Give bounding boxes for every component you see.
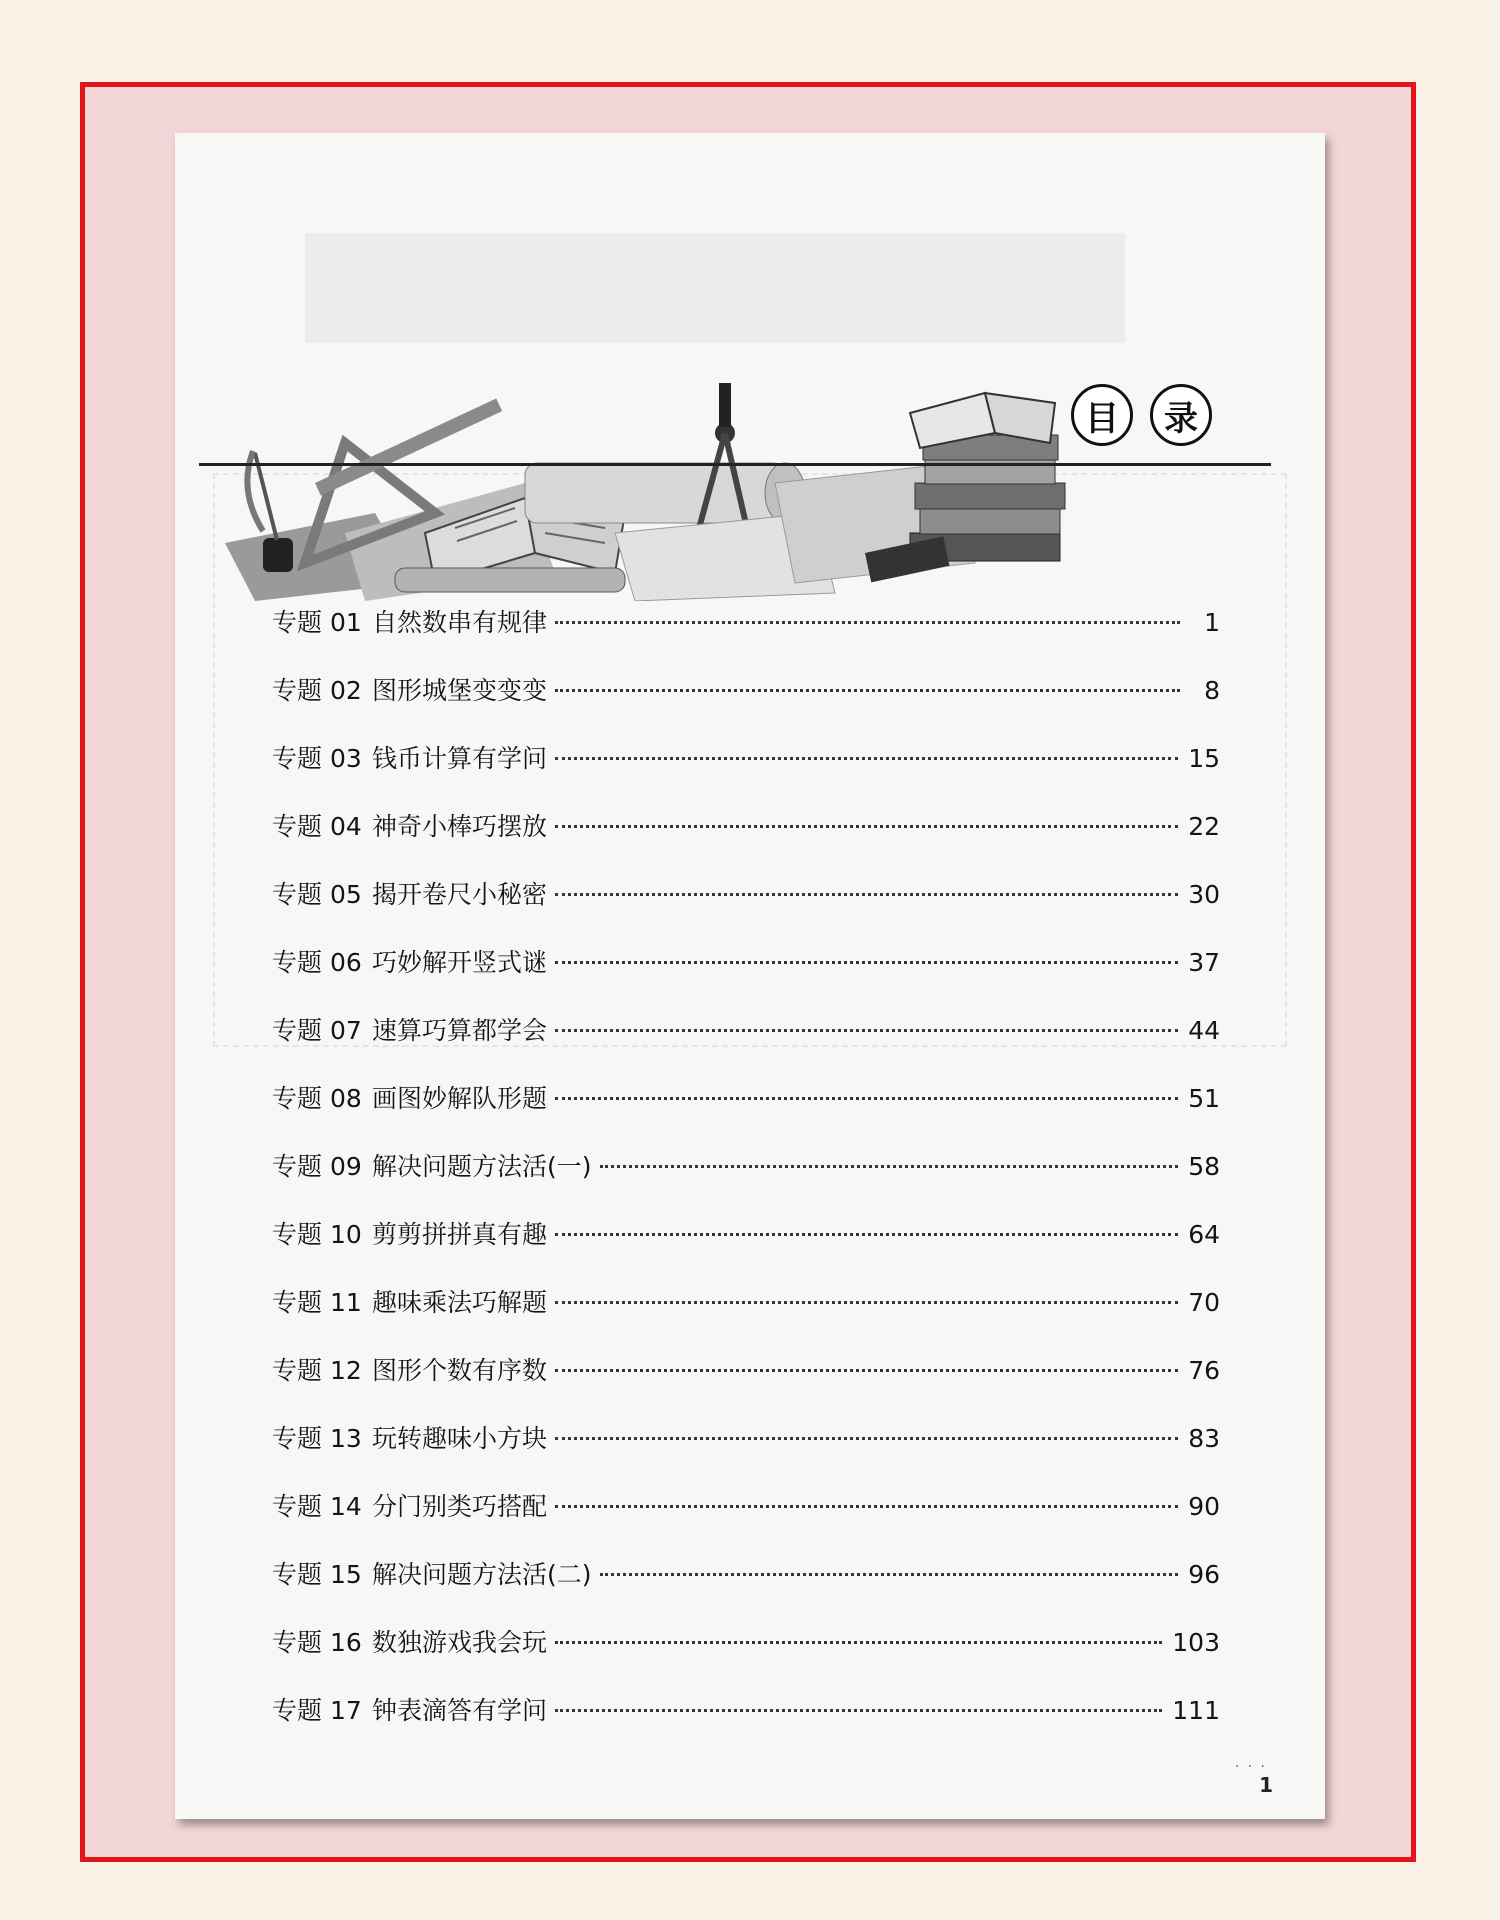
page-number: 76 [1188,1356,1220,1385]
topic-number: 专题 09 [272,1152,362,1181]
page-number: 1 [1204,608,1220,637]
page-number: 22 [1188,812,1220,841]
page-number: 64 [1188,1220,1220,1249]
leader-dots [555,1233,1178,1236]
topic-number: 专题 03 [272,744,362,773]
topic-title: 数独游戏我会玩 [372,1628,548,1657]
toc-row[interactable] [272,671,1220,711]
leader-dots [555,1301,1178,1304]
topic-title: 钱币计算有学问 [372,744,548,773]
topic-title: 图形城堡变变变 [372,676,548,705]
page-number: 83 [1188,1424,1220,1453]
page-number: 96 [1188,1560,1220,1589]
topic-title: 神奇小棒巧摆放 [372,812,548,841]
toc-title-char-2: 录 [1150,384,1212,446]
leader-dots [555,1641,1162,1644]
toc-row[interactable] [272,739,1220,779]
page-number: 70 [1188,1288,1220,1317]
toc-row[interactable] [272,943,1220,983]
leader-dots [555,893,1178,896]
leader-dots [555,1709,1162,1712]
topic-number: 专题 16 [272,1628,362,1657]
folio-decoration: · · · [1234,1759,1267,1775]
topic-title: 解决问题方法活(一) [372,1152,592,1181]
topic-title: 钟表滴答有学问 [372,1696,548,1725]
leader-dots [600,1165,1179,1168]
toc-row[interactable] [272,807,1220,847]
page-number: 111 [1172,1696,1220,1725]
leader-dots [555,1029,1178,1032]
leader-dots [555,621,1180,624]
topic-number: 专题 05 [272,880,362,909]
topic-title: 图形个数有序数 [372,1356,548,1385]
page-number: 58 [1188,1152,1220,1181]
toc-row[interactable] [272,1283,1220,1323]
topic-number: 专题 04 [272,812,362,841]
topic-title: 解决问题方法活(二) [372,1560,592,1589]
book-page [175,133,1325,1819]
topic-number: 专题 11 [272,1288,362,1317]
toc-row[interactable] [272,1011,1220,1051]
page-number: 37 [1188,948,1220,977]
topic-number: 专题 12 [272,1356,362,1385]
toc-row[interactable] [272,1215,1220,1255]
page-number: 103 [1172,1628,1220,1657]
toc-row[interactable] [272,1419,1220,1459]
toc-title-char-1: 目 [1071,384,1133,446]
topic-number: 专题 10 [272,1220,362,1249]
topic-title: 剪剪拼拼真有趣 [372,1220,548,1249]
leader-dots [555,1505,1178,1508]
toc-row[interactable] [272,1487,1220,1527]
leader-dots [555,961,1178,964]
page-number: 90 [1188,1492,1220,1521]
table-of-contents [175,133,1325,1819]
leader-dots [600,1573,1179,1576]
topic-title: 玩转趣味小方块 [372,1424,548,1453]
toc-row[interactable] [272,603,1220,643]
page-number: 15 [1188,744,1220,773]
topic-title: 自然数串有规律 [372,608,548,637]
topic-number: 专题 15 [272,1560,362,1589]
topic-title: 速算巧算都学会 [372,1016,548,1045]
toc-row[interactable] [272,1351,1220,1391]
leader-dots [555,689,1180,692]
folio-page-number: 1 [1259,1773,1273,1797]
leader-dots [555,757,1178,760]
leader-dots [555,1369,1178,1372]
topic-number: 专题 13 [272,1424,362,1453]
topic-number: 专题 14 [272,1492,362,1521]
toc-row[interactable] [272,875,1220,915]
topic-title: 分门别类巧搭配 [372,1492,548,1521]
page-number: 8 [1204,676,1220,705]
leader-dots [555,825,1178,828]
toc-row[interactable] [272,1555,1220,1595]
topic-number: 专题 02 [272,676,362,705]
toc-row[interactable] [272,1147,1220,1187]
topic-title: 揭开卷尺小秘密 [372,880,548,909]
topic-number: 专题 01 [272,608,362,637]
topic-number: 专题 08 [272,1084,362,1113]
toc-row[interactable] [272,1079,1220,1119]
topic-number: 专题 17 [272,1696,362,1725]
toc-row[interactable] [272,1623,1220,1663]
topic-title: 巧妙解开竖式谜 [372,948,548,977]
leader-dots [555,1437,1178,1440]
topic-title: 画图妙解队形题 [372,1084,548,1113]
topic-title: 趣味乘法巧解题 [372,1288,548,1317]
leader-dots [555,1097,1178,1100]
topic-number: 专题 06 [272,948,362,977]
page-number: 44 [1188,1016,1220,1045]
topic-number: 专题 07 [272,1016,362,1045]
page-number: 51 [1188,1084,1220,1113]
page-number: 30 [1188,880,1220,909]
toc-row[interactable] [272,1691,1220,1731]
